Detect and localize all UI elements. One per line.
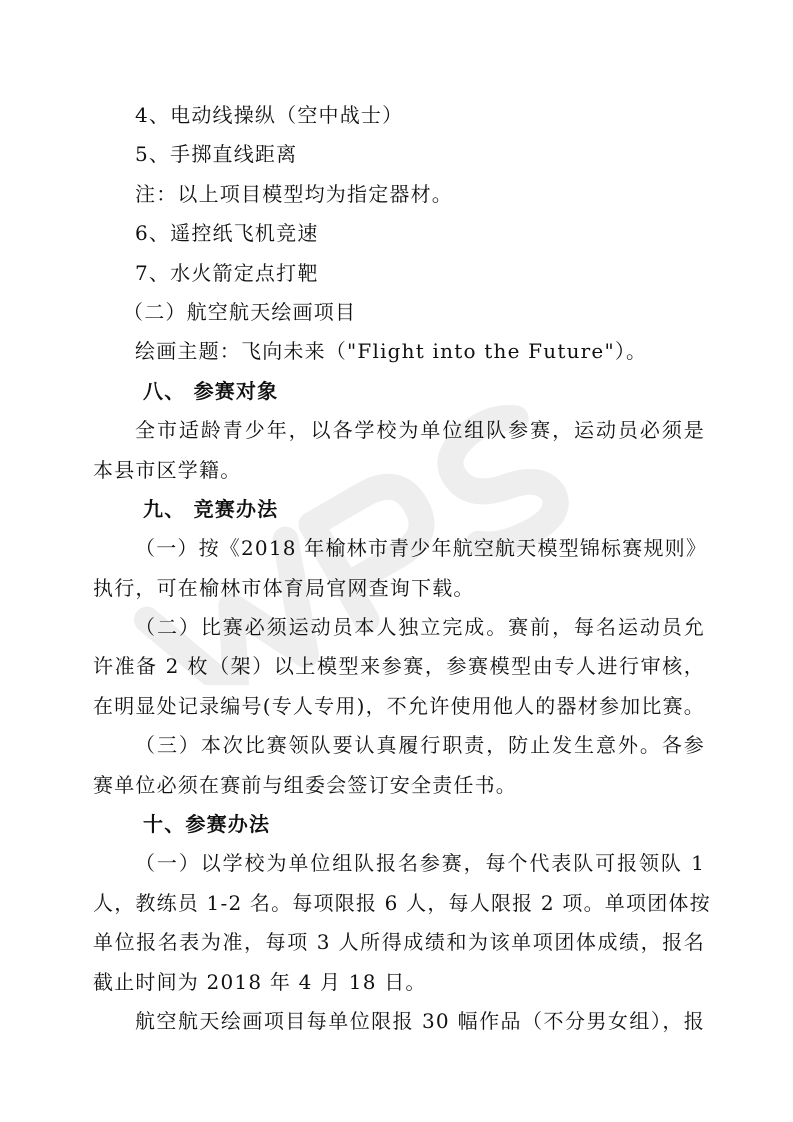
note-text: 注：以上项目模型均为指定器材。 [135,181,453,206]
paragraph-line: 执行，可在榆林市体育局官网查询下载。 [93,575,475,600]
section-heading: 十、参赛办法 [143,812,271,837]
list-item: 7、水火箭定点打靶 [135,260,319,285]
list-item: 4、电动线操纵（空中战士） [135,103,404,127]
paragraph-line: 人，教练员 1-2 名。每项限报 6 人，每人限报 2 项。单项团体按 [93,890,711,915]
paragraph-line: 截止时间为 2018 年 4 月 18 日。 [93,969,427,994]
subsection-title: （二）航空航天绘画项目 [123,299,357,324]
paragraph-line: （三）本次比赛领队要认真履行职责，防止发生意外。各参 [135,733,705,758]
paragraph-line: 在明显处记录编号(专人专用)，不允许使用他人的器材参加比赛。 [93,693,705,718]
paragraph-line: （二）比赛必须运动员本人独立完成。赛前，每名运动员允 [135,615,705,640]
list-item: 5、手掷直线距离 [135,142,298,167]
section-heading: 九、 竞赛办法 [143,496,279,521]
paragraph-line: 本县市区学籍。 [93,457,242,482]
section-heading: 八、 参赛对象 [143,378,279,403]
paragraph-line: 全市适龄青少年，以各学校为单位组队参赛，运动员必须是 [135,418,705,443]
paragraph-line: （一）按《2018 年榆林市青少年航空航天模型锦标赛规则》 [135,536,708,561]
paragraph-line: 航空航天绘画项目每单位限报 30 幅作品（不分男女组），报 [135,1008,705,1033]
paragraph-line: 赛单位必须在赛前与组委会签订安全责任书。 [93,772,517,797]
paragraph-line: 单位报名表为准，每项 3 人所得成绩和为该单项团体成绩，报名 [93,930,705,955]
document-body [93,96,711,1041]
paragraph-line: 许准备 2 枚（架）以上模型来参赛，参赛模型由专人进行审核， [93,654,705,679]
paragraph-line: （一）以学校为单位组队报名参赛，每个代表队可报领队 1 [135,851,705,876]
list-item: 6、遥控纸飞机竞速 [135,221,319,246]
paragraph-line: 绘画主题：飞向未来（"Flight into the Future"）。 [135,339,648,364]
